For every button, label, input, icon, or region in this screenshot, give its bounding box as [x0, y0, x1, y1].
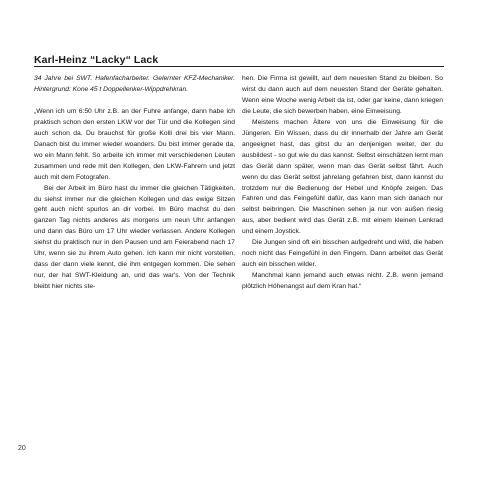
paragraph: hen. Die Firma ist gewillt, auf dem neuesten Stand zu bleiben. So wirst du dann auch auf dem neuesten Stand der Geräte gehalten. Wenn eine Woche wenig Arbeit da ist, oder gar keine, dann kriegen die Leute, die sich bewerben haben, eine Einweisung. — [242, 75, 443, 115]
article-title: Karl-Heinz “Lacky“ Lack — [34, 54, 159, 66]
paragraph: „Wenn ich um 6:50 Uhr z.B. an der Fuhre anfange, dann habe ich praktisch schon den ersten LKW vor der Tür und die Kollegen sind auch schon da. Du brauchst für große Kolli drei bis vier Mann. Danach bist du immer wieder woanders. Du bist immer gerade da, wo ein Mann fehlt. So arbeite ich immer mit verschiedenen Leuten zusammen und rede mit den Kollegen, den LKW-Fahrern und jetzt auch mit dem Fotografen. — [34, 107, 235, 181]
paragraph: Die Jungen sind oft ein bisschen aufgedreht und wild, die haben noch nicht das Feingefühl in den Fingern. Dann arbeitet das Gerät auch ein bisschen wilder. — [242, 239, 443, 269]
paragraph: Manchmal kann jemand auch etwas nicht. Z.B. wenn jemand plötzlich Höhenangst auf dem Kran hat.“ — [242, 272, 443, 291]
intro-text: 34 Jahre bei SWT. Hafenfacharbeiter. Gelernter KFZ-Mechaniker. Hintergrund: Kone 45 t Doppellenker-Wippdrehkran. — [34, 75, 235, 93]
paragraph-gap — [34, 96, 235, 107]
right-column — [242, 74, 443, 293]
page-number: 20 — [18, 445, 26, 452]
paragraph: Bei der Arbeit im Büro hast du immer die gleichen Tätigkeiten, du siehst immer nur die gleichen Kollegen und das ewige Sitzen geht auch nicht spurlos an dir vorbei. Im Büro machst du den ganzen Tag nichts anderes als morgens um neun Uhr anfangen und dann das Büro um 17 Uhr wieder verlassen. Andere Kollegen siehst du praktisch nur in den Pausen und am Feierabend nach 17 Uhr, wenn sie zu ihrem Auto gehen. Ich kann mir nicht vorstellen, dass der dann viele kennt, die ihm entgegen kommen. Die sehen nur, der hat SWT-Kleidung an, und das war's. Von der Technik bleibt hier nichts ste- — [34, 184, 235, 291]
left-column — [34, 74, 235, 293]
title-rule — [34, 66, 444, 67]
paragraph: Meistens machen Ältere von uns die Einweisung für die Jüngeren. Ein Wissen, dass du dir innerhalb der Jahre am Gerät angeeignet hast, das gibst du an denjenigen weiter, der du ausbildest - so gut wie du das kannst. Selbst einschätzen lernt man das Gerät dann später, wenn man das Gerät selbst fährt. Auch wenn du das Gerät selbst jahrelang gefahren bist, dann kannst du trotzdem nur die Bedienung der Hebel und Knöpfe zeigen. Das Fahren und das Feingefühl dafür, das kann man sich danach nur selbst beibringen. Die Maschinen sehen ja nur von außen riesig aus, aber bedient wird das Gerät z.B. mit einem kleinen Lenkrad und einem Joystick. — [242, 118, 443, 236]
